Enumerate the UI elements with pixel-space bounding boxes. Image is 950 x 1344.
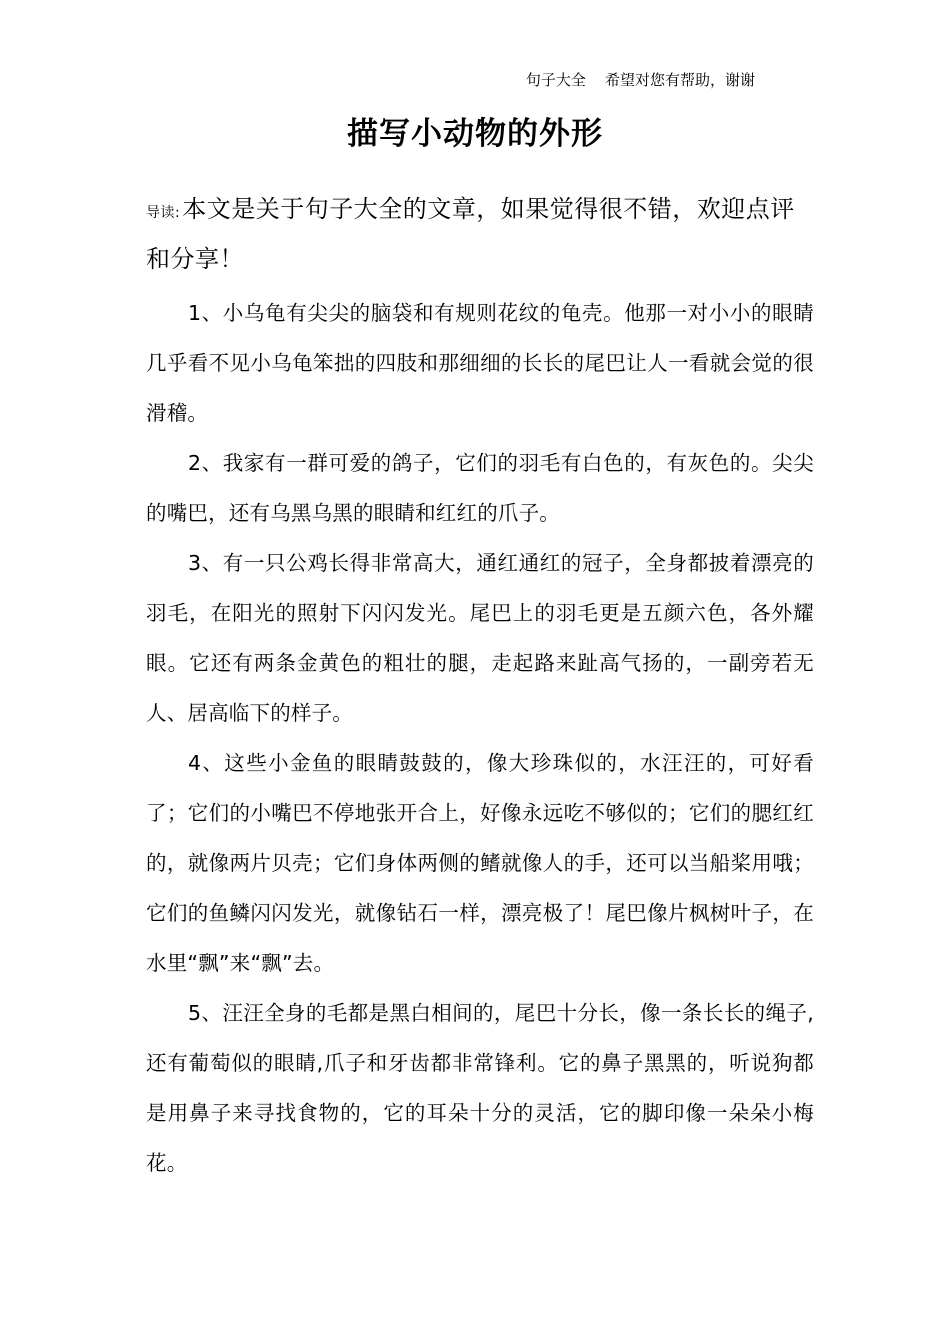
paragraph-goldfish: 4、这些小金鱼的眼睛鼓鼓的，像大珍珠似的，水汪汪的，可好看了；它们的小嘴巴不停地张开合上，好像永远吃不够似的；它们的腮红红的，就像两片贝壳；它们身体两侧的鳍就像人的手，还可以当船桨用哦；它们的鱼鳞闪闪发光，就像钻石一样，漂亮极了！尾巴像片枫树叶子，在水里“飘”来“飘”去。 bbox=[146, 751, 814, 975]
page-header bbox=[526, 68, 755, 92]
paragraph-turtle: 1、小乌龟有尖尖的脑袋和有规则花纹的龟壳。他那一对小小的眼睛几乎看不见小乌龟笨拙的四肢和那细细的长长的尾巴让人一看就会觉的很滑稽。 bbox=[146, 301, 814, 425]
intro-paragraph bbox=[146, 186, 814, 282]
paragraph-pigeons: 2、我家有一群可爱的鸽子，它们的羽毛有白色的，有灰色的。尖尖的嘴巴，还有乌黑乌黑的眼睛和红红的爪子。 bbox=[146, 451, 814, 525]
intro-label: 导读: bbox=[146, 205, 181, 221]
header-site: 句子大全 bbox=[525, 71, 586, 89]
document-title: 描写小动物的外形 bbox=[347, 116, 603, 152]
intro-text: 本文是关于句子大全的文章，如果觉得很不错，欢迎点评和分享！ bbox=[146, 195, 795, 273]
header-tagline: 希望对您有帮助，谢谢 bbox=[604, 71, 755, 89]
document-body bbox=[146, 186, 814, 1188]
paragraph-dog: 5、汪汪全身的毛都是黑白相间的，尾巴十分长，像一条长长的绳子,还有葡萄似的眼睛,爪子和牙齿都非常锋利。它的鼻子黑黑的，听说狗都是用鼻子来寻找食物的，它的耳朵十分的灵活，它的脚印像一朵朵小梅花。 bbox=[146, 1001, 814, 1175]
paragraph-rooster: 3、有一只公鸡长得非常高大，通红通红的冠子，全身都披着漂亮的羽毛，在阳光的照射下闪闪发光。尾巴上的羽毛更是五颜六色，各外耀眼。它还有两条金黄色的粗壮的腿，走起路来趾高气扬的，一副旁若无人、居高临下的样子。 bbox=[146, 551, 814, 725]
